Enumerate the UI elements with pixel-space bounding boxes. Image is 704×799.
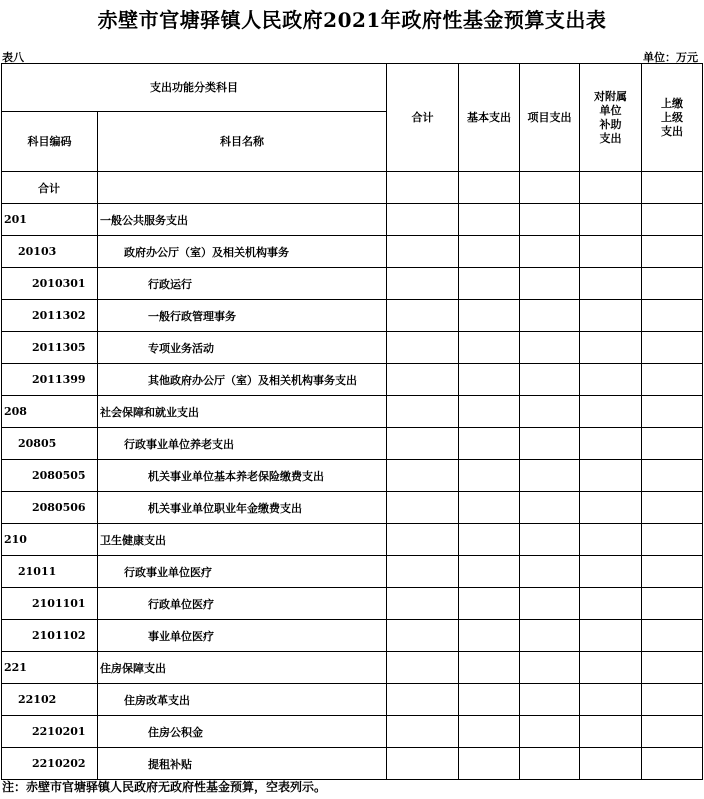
footnote: 注：赤壁市官塘驿镇人民政府无政府性基金预算，空表列示。 [2,780,327,794]
table-row [2,332,703,364]
project-expense-header: 项目支出 [520,64,580,172]
subsidy-header [580,64,642,172]
subject-name: 其他政府办公厅（室）及相关机构事务支出 [98,364,387,396]
cell [520,300,580,332]
cell [580,588,642,620]
subject-code: 2010301 [2,268,98,300]
subject-code: 20103 [2,236,98,268]
subject-code: 20805 [2,428,98,460]
cell [580,396,642,428]
cell [387,556,459,588]
cell [580,620,642,652]
cell [642,684,703,716]
cell [642,620,703,652]
subject-name: 住房公积金 [98,716,387,748]
cell [459,172,520,204]
table-row [2,652,703,684]
table-row [2,588,703,620]
subject-name: 社会保障和就业支出 [98,396,387,428]
cell [580,652,642,684]
cell [459,460,520,492]
cell [520,396,580,428]
cell [520,268,580,300]
cell [459,332,520,364]
total-row [2,172,703,204]
cell [520,620,580,652]
cell [642,204,703,236]
subject-code: 2101102 [2,620,98,652]
cell [580,364,642,396]
cell [642,524,703,556]
cell [459,652,520,684]
subject-code: 2101101 [2,588,98,620]
cell [580,556,642,588]
subject-code: 22102 [2,684,98,716]
cell [642,588,703,620]
cell [642,748,703,780]
subsidy-header-line: 补助 [599,117,622,131]
cell [387,716,459,748]
subject-name: 行政事业单位医疗 [98,556,387,588]
cell [387,300,459,332]
subject-name: 机关事业单位职业年金缴费支出 [98,492,387,524]
subject-code: 21011 [2,556,98,588]
table-row [2,524,703,556]
subject-code: 210 [2,524,98,556]
cell [459,204,520,236]
cell [387,236,459,268]
cell [387,204,459,236]
cell [642,236,703,268]
subject-name: 住房保障支出 [98,652,387,684]
cell [520,428,580,460]
subsidy-header-line: 支出 [599,131,622,145]
subject-code: 2080505 [2,460,98,492]
cell [580,524,642,556]
cell [520,204,580,236]
cell [459,428,520,460]
table-row [2,364,703,396]
cell [387,268,459,300]
subject-name: 一般公共服务支出 [98,204,387,236]
remit-header [642,64,703,172]
table-row [2,748,703,780]
cell [387,396,459,428]
subject-name: 提租补贴 [98,748,387,780]
cell [642,652,703,684]
subject-name: 机关事业单位基本养老保险缴费支出 [98,460,387,492]
subject-name: 卫生健康支出 [98,524,387,556]
cell [387,524,459,556]
cell [459,716,520,748]
subject-code: 2011305 [2,332,98,364]
subject-name: 行政单位医疗 [98,588,387,620]
cell [387,428,459,460]
cell [387,684,459,716]
cell [642,332,703,364]
cell [520,588,580,620]
table-number: 表八 [2,51,24,64]
cell [642,716,703,748]
cell [459,236,520,268]
cell [387,620,459,652]
subject-code: 201 [2,204,98,236]
table-row [2,428,703,460]
total-label: 合计 [2,172,98,204]
cell [520,172,580,204]
cell [459,268,520,300]
cell [387,748,459,780]
cell [580,716,642,748]
table-row [2,236,703,268]
cell [580,492,642,524]
cell [520,492,580,524]
subject-code: 2011302 [2,300,98,332]
cell [520,460,580,492]
cell [642,460,703,492]
subject-name: 行政事业单位养老支出 [98,428,387,460]
subsidy-header-line: 单位 [599,103,622,117]
cell [459,748,520,780]
subject-code: 2210202 [2,748,98,780]
page-title: 赤壁市官塘驿镇人民政府2021年政府性基金预算支出表 [97,8,607,32]
name-header: 科目名称 [98,112,387,172]
basic-expense-header: 基本支出 [459,64,520,172]
cell [580,204,642,236]
cell [642,492,703,524]
cell [459,588,520,620]
cell [387,652,459,684]
remit-header-line: 上级 [661,110,683,124]
cell [459,364,520,396]
subject-code: 208 [2,396,98,428]
cell [642,556,703,588]
subject-name: 事业单位医疗 [98,620,387,652]
cell [520,332,580,364]
cell [520,748,580,780]
code-header: 科目编码 [2,112,98,172]
unit-label: 单位：万元 [643,51,698,64]
table-row [2,460,703,492]
subject-code: 2210201 [2,716,98,748]
subject-code: 221 [2,652,98,684]
cell [580,300,642,332]
cell [459,396,520,428]
cell [642,396,703,428]
subject-name: 一般行政管理事务 [98,300,387,332]
cell [642,300,703,332]
table-row [2,556,703,588]
table-row [2,204,703,236]
cell [387,460,459,492]
cell [580,268,642,300]
table-row [2,396,703,428]
cell [642,268,703,300]
cell [387,172,459,204]
table-row [2,492,703,524]
category-header: 支出功能分类科目 [2,64,387,112]
cell [459,300,520,332]
table-row [2,716,703,748]
cell [520,364,580,396]
cell [580,460,642,492]
cell [387,332,459,364]
cell [520,652,580,684]
cell [387,364,459,396]
cell [580,684,642,716]
subject-name: 专项业务活动 [98,332,387,364]
cell [520,716,580,748]
cell [580,428,642,460]
cell [520,556,580,588]
cell [580,332,642,364]
subject-code: 2011399 [2,364,98,396]
cell [520,236,580,268]
cell [98,172,387,204]
subject-code: 2080506 [2,492,98,524]
total-header: 合计 [387,64,459,172]
cell [459,492,520,524]
table-row [2,620,703,652]
subject-name: 政府办公厅（室）及相关机构事务 [98,236,387,268]
table-row [2,300,703,332]
cell [459,684,520,716]
cell [580,172,642,204]
table-row [2,684,703,716]
cell [387,588,459,620]
cell [642,428,703,460]
cell [459,556,520,588]
cell [642,364,703,396]
table-row [2,268,703,300]
cell [387,492,459,524]
remit-header-line: 上缴 [661,96,683,110]
cell [520,524,580,556]
cell [459,620,520,652]
cell [459,524,520,556]
budget-table [1,63,703,780]
cell [642,172,703,204]
cell [520,684,580,716]
subsidy-header-line: 对附属 [594,89,627,103]
subject-name: 住房改革支出 [98,684,387,716]
cell [580,236,642,268]
subject-name: 行政运行 [98,268,387,300]
cell [580,748,642,780]
remit-header-line: 支出 [661,124,683,138]
